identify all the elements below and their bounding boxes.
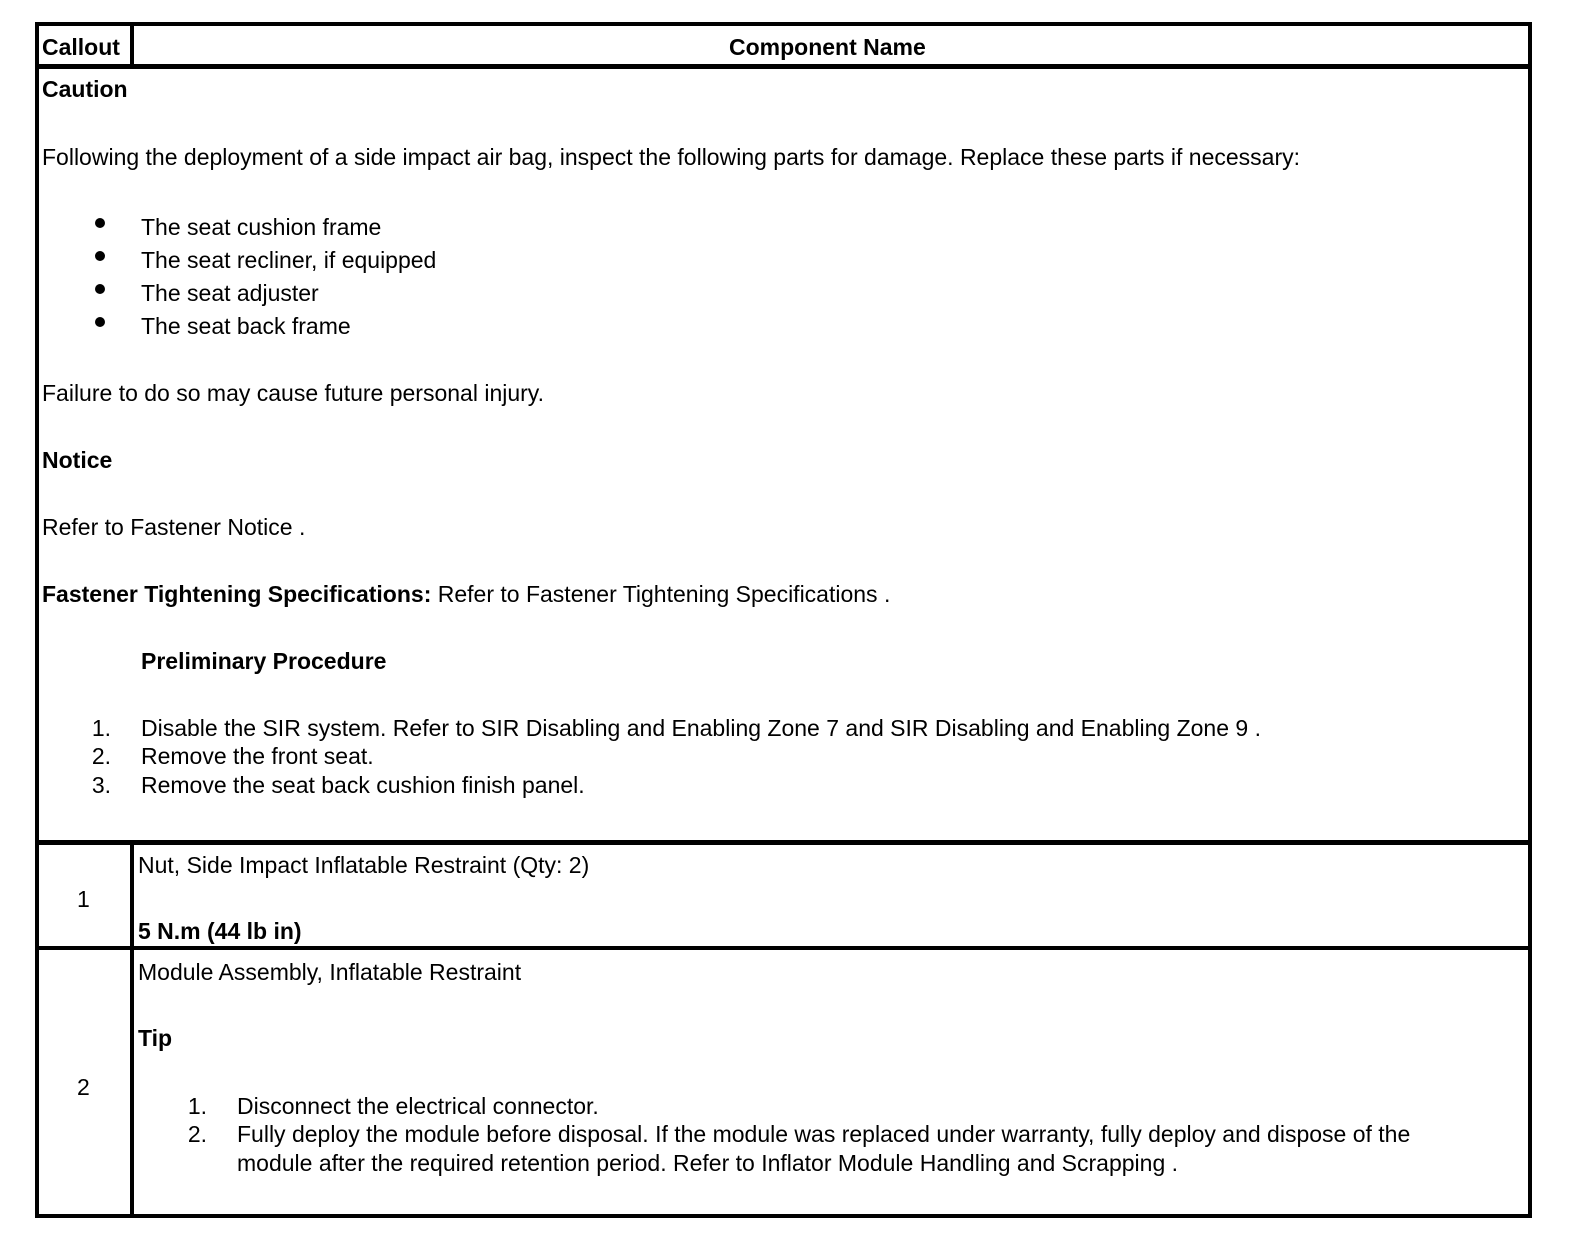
caution-text: Following the deployment of a side impact air bag, inspect the following parts for damage. Replace these parts if necessary: [42, 144, 1301, 170]
notice-title: Notice [42, 447, 113, 473]
callout-col-divider-header [130, 26, 134, 66]
part-item: The seat cushion frame [141, 214, 382, 240]
component-table [35, 22, 1532, 1218]
step-number: 2. [187, 1121, 207, 1147]
part-item: The seat back frame [141, 313, 351, 339]
row1-callout: 1 [77, 886, 90, 912]
header-divider [39, 64, 1528, 69]
prelim-step: Disable the SIR system. Refer to SIR Disabling and Enabling Zone 7 and SIR Disabling and Enabling Zone 9 . [141, 715, 1261, 741]
part-item: The seat recliner, if equipped [141, 247, 437, 273]
step-number: 3. [91, 772, 111, 798]
bullet-icon [95, 317, 105, 327]
tip-step-continuation: module after the required retention period. Refer to Inflator Module Handling and Scrapping . [237, 1150, 1179, 1176]
spec-line [42, 583, 890, 606]
header-callout: Callout [42, 34, 120, 60]
failure-text: Failure to do so may cause future personal injury. [42, 380, 544, 406]
bullet-icon [95, 218, 105, 228]
row2-name: Module Assembly, Inflatable Restraint [138, 959, 522, 985]
tip-step: Disconnect the electrical connector. [237, 1093, 599, 1119]
spec-label: Fastener Tightening Specifications: [42, 581, 432, 607]
step-number: 1. [187, 1093, 207, 1119]
bullet-icon [95, 284, 105, 294]
intro-divider [39, 840, 1528, 845]
prelim-title: Preliminary Procedure [141, 648, 387, 674]
bullet-icon [95, 251, 105, 261]
notice-text: Refer to Fastener Notice . [42, 514, 306, 540]
step-number: 2. [91, 743, 111, 769]
row2-callout: 2 [77, 1074, 90, 1100]
part-item: The seat adjuster [141, 280, 319, 306]
row2-tip-title: Tip [138, 1025, 173, 1051]
prelim-step: Remove the front seat. [141, 743, 374, 769]
row1-name: Nut, Side Impact Inflatable Restraint (Qty: 2) [138, 852, 590, 878]
step-number: 1. [91, 715, 111, 741]
prelim-step: Remove the seat back cushion finish panel. [141, 772, 585, 798]
header-component-name: Component Name [729, 34, 926, 60]
tip-step: Fully deploy the module before disposal. If the module was replaced under warranty, fully deploy and dispose of the [237, 1121, 1411, 1147]
callout-col-divider-rows [130, 842, 134, 1218]
spec-text: Refer to Fastener Tightening Specifications . [431, 581, 891, 607]
caution-title: Caution [42, 76, 128, 102]
row1-divider [39, 946, 1528, 950]
row1-torque: 5 N.m (44 lb in) [138, 918, 302, 944]
